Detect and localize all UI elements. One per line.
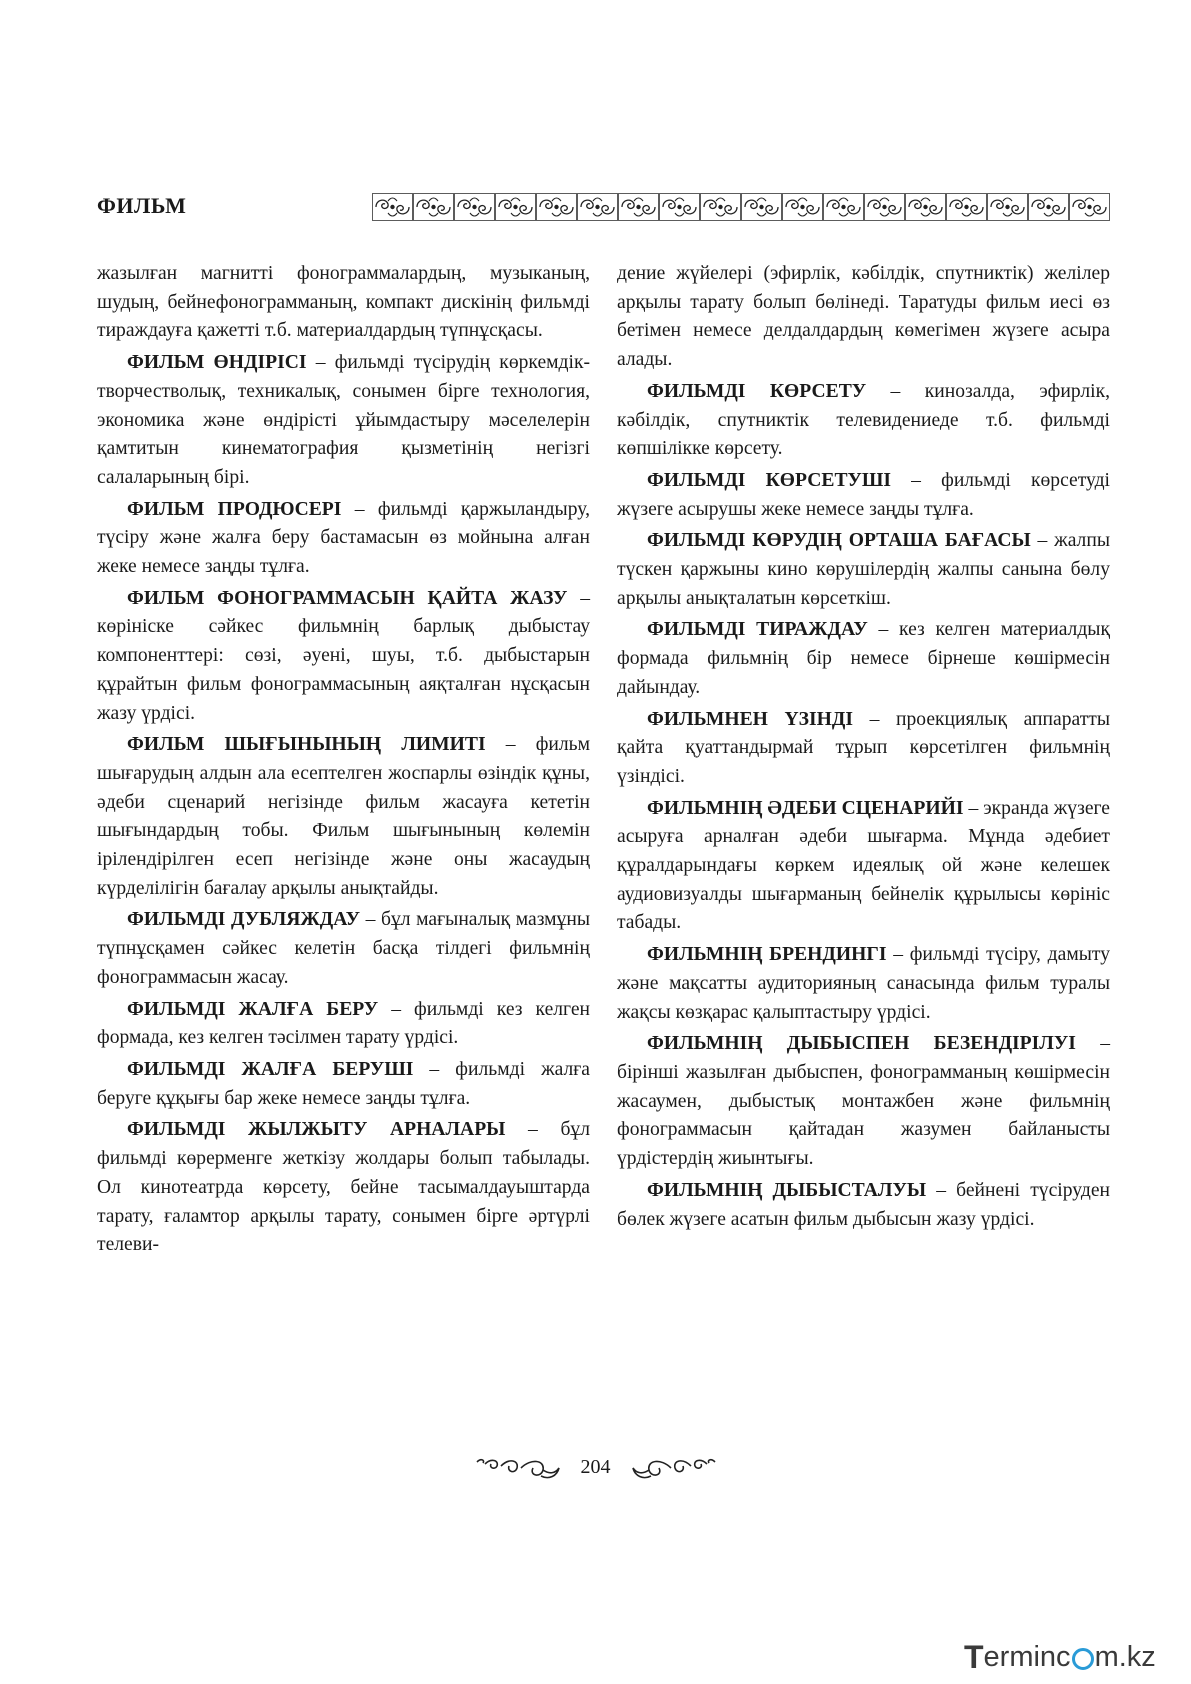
entry-term: ФИЛЬМДІ ЖЫЛЖЫТУ АРНАЛАРЫ: [127, 1119, 506, 1141]
dictionary-entry: [617, 706, 1110, 792]
entry-continuation: дение жүйелері (эфирлік, кәбілдік, спутниктік) желілер арқылы тарату болып бөлінеді. Таратуды фильм иесі өз бетімен немесе делдалдардың көмегімен жүзеге асыра алады.: [617, 263, 1110, 371]
entry-definition: – жалпы түскен қаржыны кино көрушілердің жалпы санына бөлу арқылы анықталатын көрсеткіш.: [617, 530, 1110, 609]
dictionary-entry: [617, 1177, 1110, 1234]
entry-term: ФИЛЬМНІҢ ДЫБЫСПЕН БЕЗЕНДІРІЛУІ: [647, 1033, 1076, 1055]
entry-term: ФИЛЬМДІ КӨРСЕТУШІ: [647, 469, 892, 491]
entry-definition: – бірінші жазылған дыбыспен, фонограмманың көшірмесін жасаумен, дыбыстық монтажбен және фильмнің фонограммасын қайтадан жазумен байланысты үрдістердің жиынтығы.: [617, 1033, 1110, 1170]
entry-term: ФИЛЬМ ФОНОГРАММАСЫН ҚАЙТА ЖАЗУ: [127, 587, 568, 609]
entry-definition: – проекциялық аппаратты қайта қуаттандырмай тұрып көрсетілген фильмнің үзіндісі.: [617, 708, 1110, 787]
entry-term: ФИЛЬМНІҢ ДЫБЫСТАЛУЫ: [647, 1179, 927, 1201]
entry-definition: – фильмді қаржыландыру, түсіру және жалға беру бастамасын өз мойнына алған жеке немесе заңды тұлға.: [97, 498, 590, 578]
entry-definition: – кез келген материалдық формада фильмнің бір немесе бірнеше көшірмесін дайындау.: [617, 619, 1110, 698]
entry-term: ФИЛЬМДІ ДУБЛЯЖДАУ: [127, 909, 361, 931]
dictionary-entry: [97, 585, 590, 729]
watermark-logo: [964, 1640, 1174, 1674]
entry-term: ФИЛЬМ ШЫҒЫНЫНЫҢ ЛИМИТІ: [127, 734, 486, 756]
entry-term: ФИЛЬМНІҢ ӘДЕБИ СЦЕНАРИЙІ: [647, 797, 964, 819]
entry-continuation: жазылған магнитті фонограммалардың, музыканың, шудың, бейнефонограмманың, компакт дискінің фильмді тираждауға қажетті т.б. материалдардың түпнұсқасы.: [97, 263, 590, 342]
entry-definition: – фильмді жалға беруге құқығы бар жеке немесе заңды тұлға.: [97, 1058, 591, 1109]
entry-term: ФИЛЬМДІ КӨРУДІҢ ОРТАША БАҒАСЫ: [647, 530, 1031, 552]
entry-term: ФИЛЬМ ӨНДІРІСІ: [127, 352, 307, 374]
entry-definition: – фильмді көрсетуді жүзеге асырушы жеке немесе заңды тұлға.: [617, 469, 1110, 520]
entry-definition: – экранда жүзеге асыруға арналған әдеби шығарма. Мұнда әдебиет құралдарындағы көркем идеялық ой және келешек аудиовизуалды шығарманың бейнелік құрылысы көрініс табады.: [617, 797, 1110, 934]
section-title: ФИЛЬМ: [97, 193, 187, 218]
page-number: 204: [580, 1455, 611, 1478]
entry-term: ФИЛЬМДІ КӨРСЕТУ: [647, 380, 867, 402]
page-footer: [0, 1447, 1191, 1487]
dictionary-entry: [97, 1116, 590, 1260]
entry-term: ФИЛЬМНЕН ҮЗІНДІ: [647, 708, 853, 730]
entry-definition: – көрініске сәйкес фильмнің барлық дыбыстау компоненттері: сөзі, әуені, шуы, т.б. дыбыстарын құрайтын фильм фонограммасының аяқталған нұсқасын жазу үрдісі.: [97, 587, 590, 724]
entry-definition: – фильмді түсіру, дамыту және мақсатты аудиторияның санасында фильм туралы жақсы көзқарас қалыптастыру үрдісі.: [617, 944, 1111, 1023]
watermark-text-part2: m.kz: [1094, 1640, 1156, 1673]
dictionary-entry: [97, 731, 590, 903]
entry-term: ФИЛЬМ ПРОДЮСЕРІ: [127, 498, 342, 520]
entry-term: ФИЛЬМДІ ТИРАЖДАУ: [647, 619, 868, 641]
dictionary-entry: [97, 496, 590, 582]
entry-definition: – фильмді түсірудің көркемдік-творчестволық, техникалық, сонымен бірге технология, экономика және өндірісті ұйымдастыру мәселелерін қамтитын кинематография қызметінің негізгі салаларының бірі.: [97, 352, 591, 488]
dictionary-entry: [97, 1056, 590, 1113]
dictionary-entry: [617, 378, 1110, 464]
entry-definition: – фильмді кез келген формада, кез келген тәсілмен тарату үрдісі.: [97, 998, 591, 1049]
left-column: [97, 260, 590, 1260]
dictionary-entry: [97, 996, 590, 1053]
right-column: [617, 260, 1110, 1234]
dictionary-entry: [97, 906, 590, 992]
dictionary-entry: [617, 467, 1110, 524]
entry-term: ФИЛЬМДІ ЖАЛҒА БЕРУ: [127, 998, 379, 1020]
dictionary-entry: [617, 1030, 1110, 1174]
entry-definition: – бұл мағыналық мазмұны түпнұсқамен сәйкес келетін басқа тілдегі фильмнің фонограммасын жасау.: [97, 909, 590, 988]
entry-definition: – бейнені түсіруден бөлек жүзеге асатын фильм дыбысын жазу үрдісі.: [617, 1179, 1110, 1230]
dictionary-entry: [97, 349, 590, 493]
dictionary-entry: [617, 795, 1110, 939]
dictionary-entry: [617, 616, 1110, 702]
entry-term: ФИЛЬМДІ ЖАЛҒА БЕРУШІ: [127, 1058, 414, 1080]
dictionary-entry: [617, 941, 1110, 1027]
watermark-text-part1: erminc: [983, 1640, 1071, 1673]
watermark-initial: T: [964, 1638, 984, 1675]
entry-definition: – кинозалда, эфирлік, кәбілдік, спутниктік телевидениеде т.б. фильмді көпшілікке көрсету.: [617, 380, 1110, 460]
ornament-scroll-left-icon: [473, 1452, 563, 1482]
entry-definition: – фильм шығарудың алдын ала есептелген жоспарлы өзіндік құны, әдеби сценарий негізінде фильм жасауға кететін шығындардың тобы. Фильм шығынының көлемін ірілендірілген есеп негізінде және оны жасаудың күрделілігін бағалау арқылы анықтайды.: [97, 734, 591, 899]
entry-term: ФИЛЬМНІҢ БРЕНДИНГІ: [647, 944, 887, 966]
ornament-scroll-right-icon: [629, 1452, 719, 1482]
dictionary-entry: [617, 527, 1110, 613]
entry-definition: – бұл фильмді көрерменге жеткізу жолдары болып табылады. Ол кинотеатрда көрсету, бейне тасымалдауыштарда тарату, ғаламтор арқылы тарату, сонымен бірге әртүрлі телеви-: [97, 1119, 590, 1256]
ornament-band-icon: [372, 193, 1110, 221]
watermark-circle-icon: [1072, 1648, 1094, 1670]
